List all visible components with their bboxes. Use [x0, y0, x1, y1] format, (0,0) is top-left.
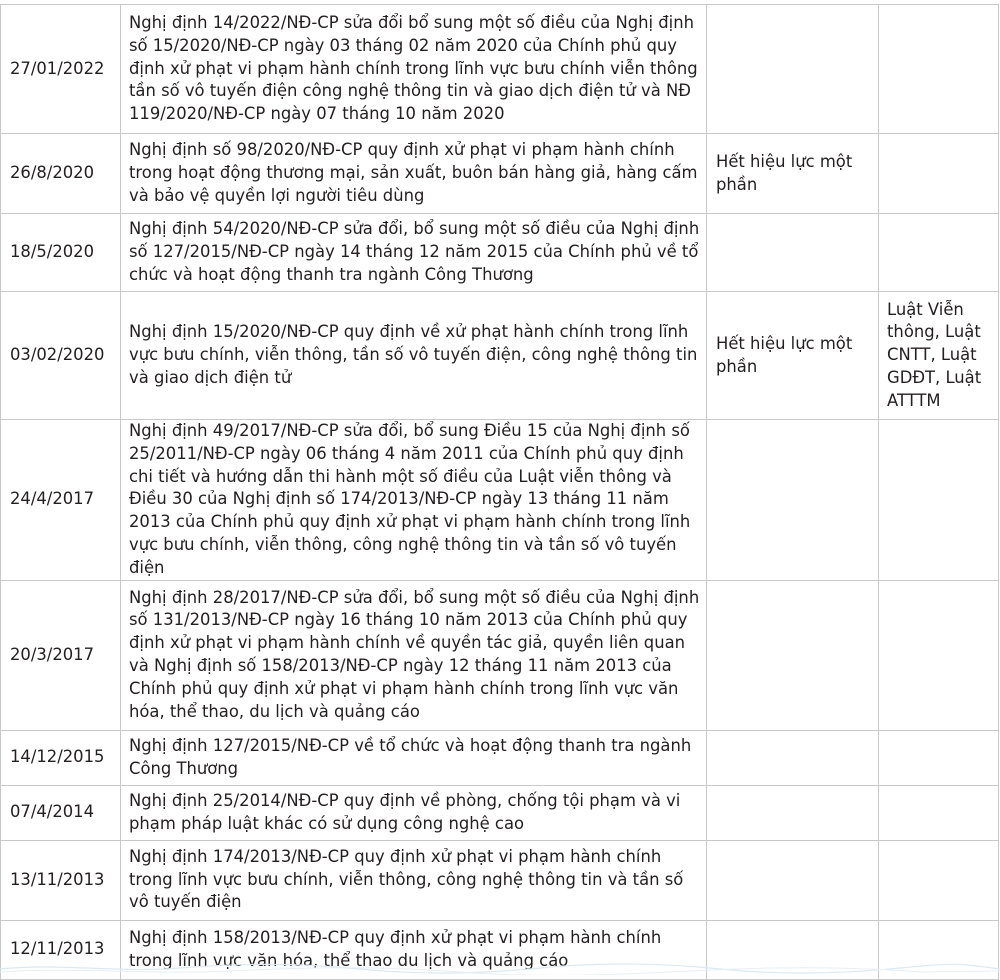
status-cell: [707, 840, 879, 920]
date-cell: 14/12/2015: [1, 730, 121, 785]
status-cell: [707, 730, 879, 785]
table-row: [1, 785, 999, 840]
table-row: [1, 420, 999, 581]
decree-title-cell: Nghị định 25/2014/NĐ-CP quy định về phòng, chống tội phạm và vi phạm pháp luật khác có sử dụng công nghệ cao: [121, 785, 707, 840]
table-row: [1, 5, 999, 134]
status-cell: [707, 420, 879, 581]
decree-title-cell: Nghị định 158/2013/NĐ-CP quy định xử phạt vi phạm hành chính trong lĩnh vực văn hóa, thể thao du lịch và quảng cáo: [121, 920, 707, 979]
date-cell: 18/5/2020: [1, 214, 121, 292]
date-cell: 24/4/2017: [1, 420, 121, 581]
status-cell: [707, 5, 879, 134]
related-law-cell: [879, 134, 999, 214]
status-cell: [707, 785, 879, 840]
decree-title-cell: Nghị định 174/2013/NĐ-CP quy định xử phạt vi phạm hành chính trong lĩnh vực bưu chính, viễn thông, công nghệ thông tin và tần số vô tuyến điện: [121, 840, 707, 920]
decree-title-cell: Nghị định số 98/2020/NĐ-CP quy định xử phạt vi phạm hành chính trong hoạt động thương mại, sản xuất, buôn bán hàng giả, hàng cấm và bảo vệ quyền lợi người tiêu dùng: [121, 134, 707, 214]
table-row: [1, 840, 999, 920]
table-row: [1, 292, 999, 420]
related-law-cell: [879, 840, 999, 920]
date-cell: 27/01/2022: [1, 5, 121, 134]
date-cell: 12/11/2013: [1, 920, 121, 979]
regulations-table: [0, 4, 999, 980]
related-law-cell: [879, 5, 999, 134]
related-law-cell: [879, 580, 999, 730]
related-law-cell: [879, 214, 999, 292]
status-cell: [707, 214, 879, 292]
related-law-cell: Luật Viễn thông, Luật CNTT, Luật GDĐT, Luật ATTTM: [879, 292, 999, 420]
date-cell: 26/8/2020: [1, 134, 121, 214]
status-cell: Hết hiệu lực một phần: [707, 292, 879, 420]
decorative-wave: [0, 960, 1000, 975]
date-cell: 03/02/2020: [1, 292, 121, 420]
table-row: [1, 730, 999, 785]
status-cell: [707, 580, 879, 730]
decree-title-cell: Nghị định 49/2017/NĐ-CP sửa đổi, bổ sung Điều 15 của Nghị định số 25/2011/NĐ-CP ngày 06 tháng 4 năm 2011 của Chính phủ quy định chi tiết và hướng dẫn thi hành một số điều của Luật viễn thông và Điều 30 của Nghị định số 174/2013/NĐ-CP ngày 13 tháng 11 năm 2013 của Chính phủ quy định xử phạt vi phạm hành chính trong lĩnh vực bưu chính, viễn thông, công nghệ thông tin và tần số vô tuyến điện: [121, 420, 707, 581]
decree-title-cell: Nghị định 15/2020/NĐ-CP quy định về xử phạt hành chính trong lĩnh vực bưu chính, viễn thông, tần số vô tuyến điện, công nghệ thông tin và giao dịch điện tử: [121, 292, 707, 420]
table-row: [1, 580, 999, 730]
decree-title-cell: Nghị định 127/2015/NĐ-CP về tổ chức và hoạt động thanh tra ngành Công Thương: [121, 730, 707, 785]
table-row: [1, 214, 999, 292]
table-row: [1, 134, 999, 214]
related-law-cell: [879, 785, 999, 840]
decree-title-cell: Nghị định 54/2020/NĐ-CP sửa đổi, bổ sung một số điều của Nghị định số 127/2015/NĐ-CP ngày 14 tháng 12 năm 2015 của Chính phủ về tổ chức và hoạt động thanh tra ngành Công Thương: [121, 214, 707, 292]
date-cell: 07/4/2014: [1, 785, 121, 840]
date-cell: 20/3/2017: [1, 580, 121, 730]
related-law-cell: [879, 420, 999, 581]
decree-title-cell: Nghị định 28/2017/NĐ-CP sửa đổi, bổ sung một số điều của Nghị định số 131/2013/NĐ-CP ngày 16 tháng 10 năm 2013 của Chính phủ quy định xử phạt vi phạm hành chính về quyền tác giả, quyền liên quan và Nghị định số 158/2013/NĐ-CP ngày 12 tháng 11 năm 2013 của Chính phủ quy định xử phạt vi phạm hành chính trong lĩnh vực văn hóa, thể thao, du lịch và quảng cáo: [121, 580, 707, 730]
decree-title-cell: Nghị định 14/2022/NĐ-CP sửa đổi bổ sung một số điều của Nghị định số 15/2020/NĐ-CP ngày 03 tháng 02 năm 2020 của Chính phủ quy định xử phạt vi phạm hành chính trong lĩnh vực bưu chính viễn thông tần số vô tuyến điện công nghệ thông tin và giao dịch điện tử và NĐ 119/2020/NĐ-CP ngày 07 tháng 10 năm 2020: [121, 5, 707, 134]
related-law-cell: [879, 730, 999, 785]
status-cell: Hết hiệu lực một phần: [707, 134, 879, 214]
date-cell: 13/11/2013: [1, 840, 121, 920]
